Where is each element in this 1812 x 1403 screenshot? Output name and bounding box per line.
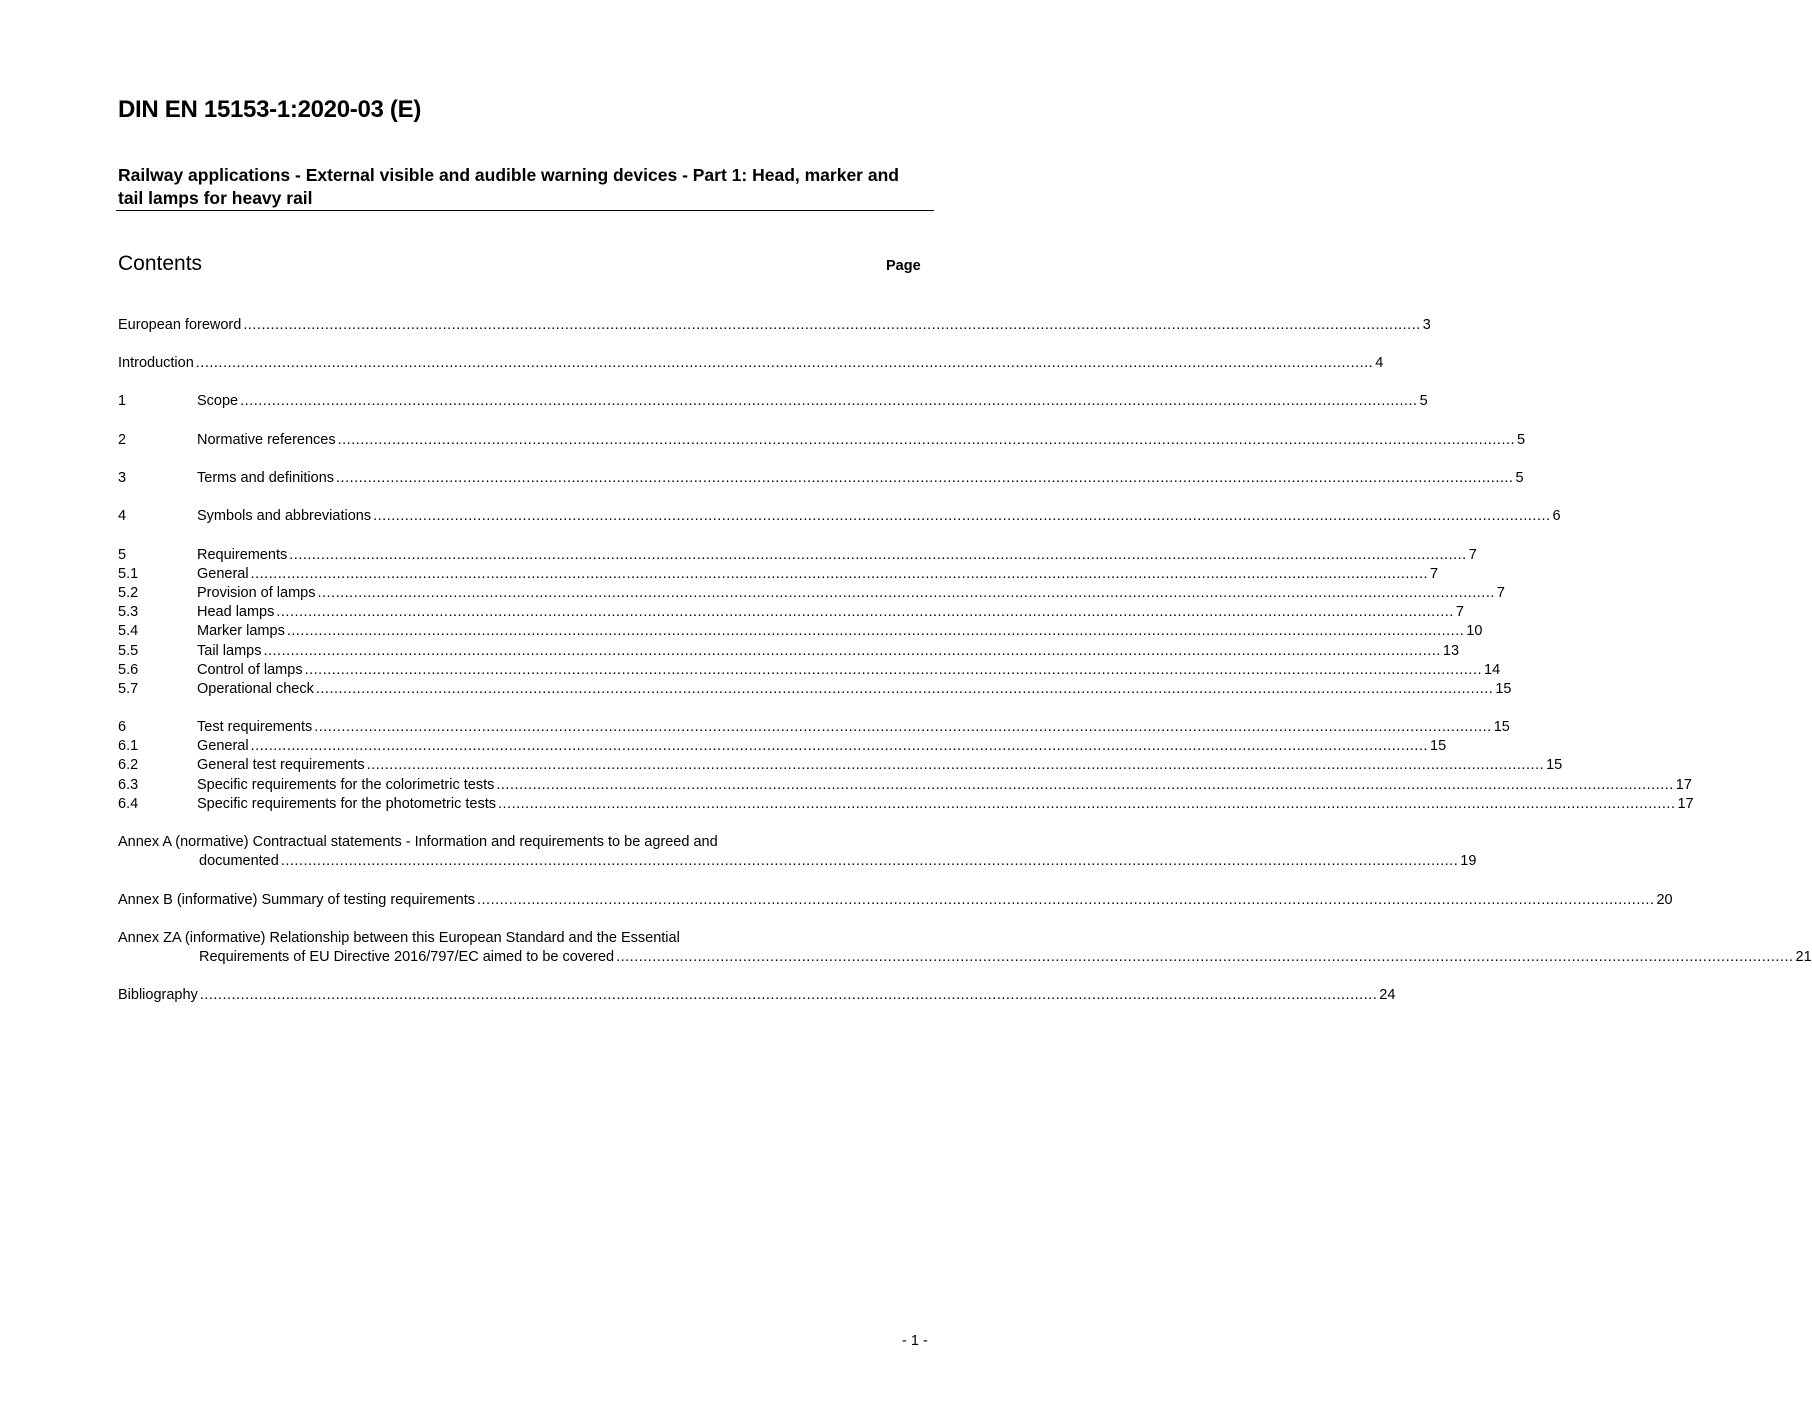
toc-entry[interactable] bbox=[118, 622, 1483, 641]
toc-entry-page: 20 bbox=[1656, 892, 1673, 908]
toc-entry-page: 13 bbox=[1442, 643, 1460, 659]
toc-entry-number: 6.1 bbox=[118, 738, 139, 754]
toc-entry-number: 3 bbox=[118, 470, 127, 486]
toc-entry-page: 5 bbox=[1419, 393, 1428, 409]
document-subtitle: Railway applications - External visible and audible warning devices - Part 1: Head, marker and tail lamps for heavy rail bbox=[118, 165, 899, 208]
toc-entry-heading-line: Annex A (normative) Contractual statements - Information and requirements to be agreed and bbox=[118, 834, 718, 850]
toc-entry-title: Requirements bbox=[197, 547, 288, 563]
toc-entry[interactable] bbox=[118, 986, 1396, 1005]
toc-leader-dots: .................................................................................................................................................................................................................................................................... bbox=[315, 681, 1494, 697]
toc-leader-dots: .................................................................................................................................................................................................................................................................... bbox=[286, 623, 1465, 639]
toc-entry-title: Control of lamps bbox=[197, 662, 303, 678]
toc-leader-dots: .................................................................................................................................................................................................................................................................... bbox=[195, 355, 1374, 371]
toc-leader-dots: .................................................................................................................................................................................................................................................................... bbox=[243, 317, 1421, 333]
toc-entry[interactable] bbox=[118, 776, 1692, 795]
toc-entry[interactable] bbox=[118, 642, 1460, 661]
toc-entry[interactable] bbox=[118, 948, 1812, 967]
toc-entry-number: 5.5 bbox=[118, 643, 139, 659]
toc-leader-dots: .................................................................................................................................................................................................................................................................... bbox=[336, 470, 1514, 486]
toc-entry-page: 7 bbox=[1455, 604, 1464, 620]
toc-entry-title: Bibliography bbox=[118, 987, 198, 1003]
toc-entry-page: 3 bbox=[1422, 317, 1431, 333]
toc-entry-title: General bbox=[197, 738, 249, 754]
toc-entry[interactable] bbox=[118, 661, 1501, 680]
toc-entry[interactable] bbox=[118, 469, 1524, 488]
toc-entry-number: 5.2 bbox=[118, 585, 139, 601]
toc-leader-dots: .................................................................................................................................................................................................................................................................... bbox=[498, 796, 1676, 812]
toc-entry-page: 17 bbox=[1675, 777, 1692, 793]
toc-entry[interactable] bbox=[118, 431, 1526, 450]
toc-leader-dots: .................................................................................................................................................................................................................................................................... bbox=[280, 853, 1459, 869]
toc-entry[interactable] bbox=[118, 891, 1673, 910]
toc-leader-dots: .................................................................................................................................................................................................................................................................... bbox=[250, 738, 1429, 754]
page-number: - 1 - bbox=[902, 1333, 928, 1349]
toc-entry-number: 6.3 bbox=[118, 777, 139, 793]
toc-leader-dots: .................................................................................................................................................................................................................................................................... bbox=[304, 662, 1483, 678]
toc-entry[interactable] bbox=[118, 584, 1505, 603]
toc-entry-title: Symbols and abbreviations bbox=[197, 508, 372, 524]
toc-leader-dots: .................................................................................................................................................................................................................................................................... bbox=[240, 393, 1418, 409]
toc-entry-page: 4 bbox=[1375, 355, 1384, 371]
toc-entry-number: 6 bbox=[118, 719, 127, 735]
toc-entry-number: 6.2 bbox=[118, 757, 139, 773]
toc-entry-page: 15 bbox=[1493, 719, 1510, 735]
toc-entry-number: 5.1 bbox=[118, 566, 139, 582]
toc-entry-number: 5.7 bbox=[118, 681, 139, 697]
toc-leader-dots: .................................................................................................................................................................................................................................................................... bbox=[317, 585, 1495, 601]
toc-entry[interactable] bbox=[118, 565, 1439, 584]
toc-entry-page: 17 bbox=[1677, 796, 1694, 812]
toc-entry-title: Test requirements bbox=[197, 719, 313, 735]
toc-entry-title: Operational check bbox=[197, 681, 314, 697]
toc-entry-title: Terms and definitions bbox=[197, 470, 335, 486]
toc-leader-dots: .................................................................................................................................................................................................................................................................... bbox=[199, 987, 1378, 1003]
toc-entry[interactable] bbox=[118, 680, 1512, 699]
toc-leader-dots: .................................................................................................................................................................................................................................................................... bbox=[289, 547, 1467, 563]
contents-heading: Contents bbox=[118, 252, 203, 275]
toc-entry[interactable] bbox=[118, 603, 1464, 622]
toc-leader-dots: .................................................................................................................................................................................................................................................................... bbox=[366, 757, 1545, 773]
toc-entry-page: 6 bbox=[1552, 508, 1561, 524]
toc-entry[interactable] bbox=[118, 795, 1694, 814]
toc-leader-dots: .................................................................................................................................................................................................................................................................... bbox=[263, 643, 1441, 659]
toc-entry-title: Annex B (informative) Summary of testing requirements bbox=[118, 892, 475, 908]
toc-entry-number: 2 bbox=[118, 432, 127, 448]
toc-entry-page: 24 bbox=[1379, 987, 1396, 1003]
title-divider bbox=[116, 210, 934, 211]
toc-entry-page: 15 bbox=[1495, 681, 1512, 697]
toc-entry-title: General test requirements bbox=[197, 757, 365, 773]
toc-entry[interactable] bbox=[118, 507, 1561, 526]
toc-entry[interactable] bbox=[118, 546, 1477, 565]
toc-leader-dots: .................................................................................................................................................................................................................................................................... bbox=[276, 604, 1454, 620]
toc-entry-number: 5.4 bbox=[118, 623, 139, 639]
toc-entry-number: 5.3 bbox=[118, 604, 139, 620]
toc-entry-page: 10 bbox=[1466, 623, 1483, 639]
toc-entry-page: 7 bbox=[1468, 547, 1477, 563]
document-title: DIN EN 15153-1:2020-03 (E) bbox=[118, 96, 422, 123]
toc-entry-title: Normative references bbox=[197, 432, 336, 448]
toc-entry-title: Head lamps bbox=[197, 604, 275, 620]
toc-entry-title: Marker lamps bbox=[197, 623, 285, 639]
toc-entry-page: 14 bbox=[1484, 662, 1501, 678]
toc-entry[interactable] bbox=[118, 354, 1384, 373]
toc-entry-title: General bbox=[197, 566, 249, 582]
toc-leader-dots: .................................................................................................................................................................................................................................................................... bbox=[616, 949, 1794, 965]
toc-entry-heading-line: Annex ZA (informative) Relationship between this European Standard and the Essential bbox=[118, 930, 680, 946]
toc-entry[interactable] bbox=[118, 756, 1563, 775]
toc-entry-page: 7 bbox=[1496, 585, 1505, 601]
toc-entry-page: 5 bbox=[1517, 432, 1526, 448]
toc-entry-page: 5 bbox=[1515, 470, 1524, 486]
toc-leader-dots: .................................................................................................................................................................................................................................................................... bbox=[314, 719, 1492, 735]
toc-entry-page: 15 bbox=[1546, 757, 1563, 773]
toc-entry-page: 7 bbox=[1430, 566, 1439, 582]
toc-entry-title: Tail lamps bbox=[197, 643, 262, 659]
toc-entry-page: 19 bbox=[1460, 853, 1477, 869]
toc-entry-title: European foreword bbox=[118, 317, 242, 333]
toc-leader-dots: .................................................................................................................................................................................................................................................................... bbox=[496, 777, 1674, 793]
toc-entry-title: Specific requirements for the photometric tests bbox=[197, 796, 496, 812]
toc-leader-dots: .................................................................................................................................................................................................................................................................... bbox=[250, 566, 1429, 582]
toc-entry-page: 15 bbox=[1430, 738, 1447, 754]
toc-entry-number: 6.4 bbox=[118, 796, 139, 812]
toc-leader-dots: .................................................................................................................................................................................................................................................................... bbox=[477, 892, 1655, 908]
toc-entry-title: documented bbox=[199, 853, 279, 869]
toc-entry-title: Requirements of EU Directive 2016/797/EC aimed to be covered bbox=[199, 949, 615, 965]
toc-entry-page: 21 bbox=[1795, 949, 1812, 965]
toc-entry[interactable] bbox=[118, 718, 1510, 737]
toc-entry-title: Introduction bbox=[118, 355, 194, 371]
toc-entry[interactable] bbox=[118, 316, 1431, 335]
toc-entry-number: 5.6 bbox=[118, 662, 139, 678]
toc-entry[interactable] bbox=[118, 737, 1447, 756]
toc-entry-number: 1 bbox=[118, 393, 127, 409]
toc-entry-number: 5 bbox=[118, 547, 127, 563]
toc-entry-number: 4 bbox=[118, 508, 127, 524]
toc-entry-title: Scope bbox=[197, 393, 239, 409]
toc-entry-title: Provision of lamps bbox=[197, 585, 316, 601]
toc-entry[interactable] bbox=[118, 392, 1428, 411]
toc-leader-dots: .................................................................................................................................................................................................................................................................... bbox=[337, 432, 1516, 448]
page-column-heading: Page bbox=[886, 258, 921, 274]
toc-entry[interactable] bbox=[118, 852, 1477, 871]
toc-entry-title: Specific requirements for the colorimetric tests bbox=[197, 777, 495, 793]
toc-leader-dots: .................................................................................................................................................................................................................................................................... bbox=[373, 508, 1551, 524]
